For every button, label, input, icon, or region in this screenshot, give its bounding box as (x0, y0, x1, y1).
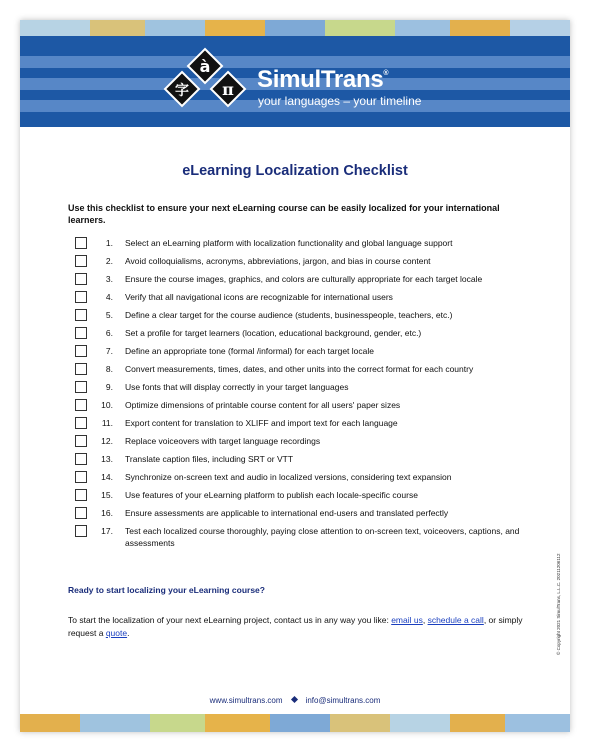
item-number: 11. (101, 418, 113, 428)
checkbox[interactable] (75, 237, 87, 249)
item-number: 4. (105, 292, 113, 302)
page-title: eLearning Localization Checklist (182, 163, 408, 179)
item-text: Select an eLearning platform with localization functionality and global language support (125, 238, 453, 248)
item-number: 15. (101, 490, 113, 500)
item-text: Synchronize on-screen text and audio in localized versions, considering text expansion (125, 472, 452, 482)
item-number: 13. (101, 454, 113, 464)
item-number: 1. (105, 238, 113, 248)
checkbox[interactable] (75, 381, 87, 393)
logo-glyph-zi: 字 (175, 83, 189, 99)
checklist-item (75, 416, 545, 434)
item-number: 16. (101, 508, 113, 518)
checklist-item (75, 452, 545, 470)
item-number: 7. (105, 346, 113, 356)
checklist-item (75, 470, 545, 488)
item-number: 17. (101, 526, 113, 536)
checklist-item (75, 398, 545, 416)
item-text: Ensure the course images, graphics, and colors are culturally appropriate for each target locale (125, 274, 483, 284)
quote-link[interactable]: quote (105, 628, 128, 638)
brand-name: SimulTrans® (257, 66, 389, 93)
checkbox[interactable] (75, 273, 87, 285)
document-page (20, 20, 570, 732)
item-number: 3. (105, 274, 113, 284)
item-text: Verify that all navigational icons are recognizable for international users (125, 292, 393, 302)
checklist-item (75, 524, 545, 554)
brand-tagline: your languages – your timeline (258, 94, 422, 108)
bottom-decorative-strip (20, 714, 570, 732)
checklist-item (75, 344, 545, 362)
checklist-item (75, 290, 545, 308)
checkbox[interactable] (75, 345, 87, 357)
item-text: Convert measurements, times, dates, and other units into the correct format for each country (125, 364, 474, 374)
item-text: Translate caption files, including SRT or VTT (125, 454, 294, 464)
item-text: Define a clear target for the course audience (students, businesspeople, teachers, etc.) (125, 310, 453, 320)
item-text: Replace voiceovers with target language recordings (125, 436, 321, 446)
checkbox[interactable] (75, 417, 87, 429)
checkbox[interactable] (75, 489, 87, 501)
simultrans-logo-icon (160, 46, 250, 116)
footer-separator-icon (291, 696, 298, 703)
checklist-item (75, 434, 545, 452)
checklist-item (75, 380, 545, 398)
checkbox[interactable] (75, 291, 87, 303)
checkbox[interactable] (75, 399, 87, 411)
footer-email[interactable]: info@simultrans.com (305, 696, 381, 705)
item-text: Test each localized course thoroughly, paying close attention to on-screen text, voiceovers, captions, and assessments (125, 526, 520, 548)
checkbox[interactable] (75, 327, 87, 339)
checkbox[interactable] (75, 363, 87, 375)
item-text: Define an appropriate tone (formal /informal) for each target locale (125, 346, 374, 356)
footer (20, 696, 570, 705)
item-text: Ensure assessments are applicable to international end-users and translated perfectly (125, 508, 449, 518)
checklist-item (75, 272, 545, 290)
cta-heading: Ready to start localizing your eLearning course? (68, 585, 265, 595)
checklist-item (75, 326, 545, 344)
schedule-call-link[interactable]: schedule a call (427, 615, 484, 625)
checklist-item (75, 362, 545, 380)
contact-paragraph: To start the localization of your next eLearning project, contact us in any way you like: email us, schedule a call, or simply request a quote. (68, 615, 523, 638)
item-number: 9. (105, 382, 113, 392)
checkbox[interactable] (75, 471, 87, 483)
item-number: 6. (105, 328, 113, 338)
item-number: 12. (101, 436, 113, 446)
checkbox[interactable] (75, 507, 87, 519)
checklist-item (75, 488, 545, 506)
checkbox[interactable] (75, 435, 87, 447)
email-us-link[interactable]: email us (391, 615, 423, 625)
intro-text: Use this checklist to ensure your next eLearning course can be easily localized for your international learners. (68, 203, 500, 225)
top-decorative-strip (20, 20, 570, 36)
item-text: Avoid colloquialisms, acronyms, abbreviations, jargon, and bias in course content (125, 256, 431, 266)
logo-glyph-pi: π (222, 80, 234, 99)
item-number: 14. (101, 472, 113, 482)
checklist-item (75, 506, 545, 524)
item-text: Export content for translation to XLIFF and import text for each language (125, 418, 398, 428)
item-number: 2. (105, 256, 113, 266)
logo-glyph-a: à (199, 57, 211, 76)
checklist (75, 236, 545, 554)
item-text: Set a profile for target learners (location, educational background, gender, etc.) (125, 328, 422, 338)
checklist-item (75, 254, 545, 272)
copyright-note: © Copyright 2021 SimulTrans, L.L.C. 20211206112 (556, 553, 561, 655)
item-text: Use fonts that will display correctly in your target languages (125, 382, 349, 392)
checklist-item (75, 308, 545, 326)
checkbox[interactable] (75, 309, 87, 321)
checklist-item (75, 236, 545, 254)
item-text: Use features of your eLearning platform to publish each locale-specific course (125, 490, 418, 500)
item-number: 5. (105, 310, 113, 320)
checkbox[interactable] (75, 255, 87, 267)
checkbox[interactable] (75, 453, 87, 465)
item-number: 10. (101, 400, 113, 410)
footer-website[interactable]: www.simultrans.com (209, 696, 283, 705)
item-number: 8. (105, 364, 113, 374)
checkbox[interactable] (75, 525, 87, 537)
item-text: Optimize dimensions of printable course content for all users' paper sizes (125, 400, 401, 410)
